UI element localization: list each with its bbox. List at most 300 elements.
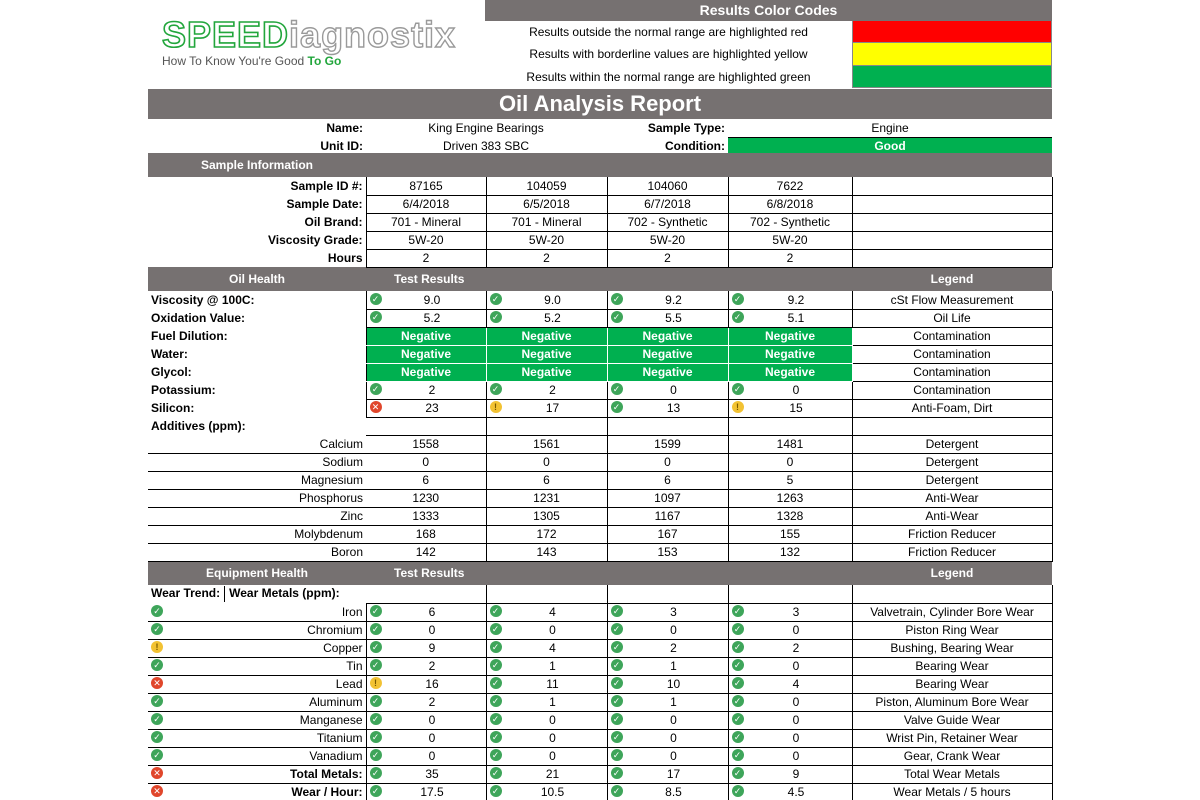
check-circle-icon: ✓ [611, 677, 623, 689]
result-value: 17.5 [420, 785, 444, 799]
result-value: 2 [428, 383, 436, 397]
result-value: 0 [792, 731, 800, 745]
oil-health-row [148, 327, 1052, 345]
report-page [148, 0, 1052, 800]
additive-value: 132 [728, 543, 852, 561]
result-value: 1 [670, 659, 677, 673]
result-cell [486, 783, 607, 800]
additive-label: Molybdenum [148, 525, 366, 543]
check-circle-icon: ✓ [611, 401, 623, 413]
check-circle-icon: ✓ [490, 695, 502, 707]
additive-value: 0 [486, 453, 607, 471]
wear-metal-label-cell [148, 603, 366, 621]
check-circle-icon: ✓ [611, 767, 623, 779]
wear-metal-label: Lead [335, 677, 363, 691]
result-value: 0 [428, 623, 436, 637]
check-circle-icon: ✓ [732, 785, 744, 797]
result-cell [366, 765, 486, 783]
sample-info-value: 5W-20 [728, 231, 852, 249]
check-circle-icon: ✓ [151, 749, 163, 761]
sample-info-value: 104060 [607, 177, 728, 195]
additive-value: 5 [728, 471, 852, 489]
additive-value: 1599 [607, 435, 728, 453]
check-circle-icon: ✓ [490, 659, 502, 671]
wear-metal-label: Manganese [299, 713, 363, 727]
oil-health-label: Potassium: [151, 383, 216, 397]
result-cell [366, 603, 486, 621]
additive-value: 155 [728, 525, 852, 543]
result-cell [486, 747, 607, 765]
legend-text: Oil Life [852, 309, 1052, 327]
check-circle-icon: ✓ [151, 695, 163, 707]
wear-metal-row [148, 783, 1052, 800]
check-circle-icon: ✓ [490, 731, 502, 743]
logo-tagline: How To Know You're Good [162, 54, 305, 68]
result-cell [366, 693, 486, 711]
result-cell [728, 309, 852, 327]
wear-trend-label: Wear Trend: [151, 586, 221, 601]
color-code-row [485, 21, 1052, 43]
result-value: 9.0 [544, 292, 561, 307]
check-circle-icon: ✓ [490, 767, 502, 779]
result-value: 2 [670, 641, 677, 655]
result-cell [728, 765, 852, 783]
result-cell [366, 381, 486, 399]
result-negative: Negative [607, 345, 728, 363]
result-cell [728, 291, 852, 309]
legend-text: Piston, Aluminum Bore Wear [852, 693, 1052, 711]
additive-value: 172 [486, 525, 607, 543]
legend-text: Bearing Wear [852, 675, 1052, 693]
legend-text: Contamination [852, 327, 1052, 345]
result-value: 2 [792, 641, 800, 655]
check-circle-icon: ✓ [370, 641, 382, 653]
check-circle-icon: ✓ [370, 659, 382, 671]
legend-text: Contamination [852, 345, 1052, 363]
sample-info-value: 2 [728, 249, 852, 267]
check-circle-icon: ✓ [611, 749, 623, 761]
check-circle-icon: ✓ [490, 293, 502, 305]
additives-title: Additives (ppm): [151, 419, 246, 433]
additive-value: 6 [486, 471, 607, 489]
result-value: 10 [666, 677, 681, 691]
check-circle-icon: ✓ [490, 383, 502, 395]
result-value: 17 [666, 767, 681, 781]
result-negative: Negative [486, 327, 607, 345]
oil-health-header [148, 267, 1052, 291]
legend-text: Valvetrain, Cylinder Bore Wear [852, 603, 1052, 621]
result-value: 9 [792, 767, 800, 781]
check-circle-icon: ✓ [490, 311, 502, 323]
sample-info-row [148, 177, 1052, 195]
additives-title-row [148, 417, 1052, 435]
wear-metal-label-cell [148, 693, 366, 711]
sample-info-header-title: Sample Information [148, 153, 366, 177]
check-circle-icon: ✓ [370, 713, 382, 725]
legend-text: Anti-Foam, Dirt [852, 399, 1052, 417]
additive-value: 1481 [728, 435, 852, 453]
result-value: 5.1 [787, 311, 805, 325]
result-cell [366, 399, 486, 417]
result-cell [607, 309, 728, 327]
result-cell [728, 783, 852, 800]
color-code-text: Results within the normal range are highlighted green [526, 69, 811, 84]
wear-metal-label: Titanium [316, 731, 363, 745]
result-value: 2 [428, 659, 436, 673]
additive-value: 143 [486, 543, 607, 561]
additive-value: 0 [728, 453, 852, 471]
wear-metal-label-cell [148, 765, 366, 783]
result-value: 15 [789, 401, 803, 415]
check-circle-icon: ✓ [370, 311, 382, 323]
result-value: 0 [670, 731, 677, 745]
legend-text: Total Wear Metals [852, 765, 1052, 783]
wear-metal-row [148, 765, 1052, 783]
result-value: 0 [549, 623, 556, 637]
result-value: 0 [549, 713, 556, 727]
additive-label: Sodium [148, 453, 366, 471]
sample-info-value: 6/5/2018 [486, 195, 607, 213]
result-cell [728, 729, 852, 747]
check-circle-icon: ✓ [732, 767, 744, 779]
result-cell [607, 399, 728, 417]
x-circle-icon: ✕ [151, 767, 163, 779]
result-value: 0 [792, 749, 800, 763]
additive-label: Calcium [148, 435, 366, 453]
check-circle-icon: ✓ [490, 749, 502, 761]
wear-metal-row [148, 675, 1052, 693]
result-value: 0 [549, 731, 556, 745]
check-circle-icon: ✓ [732, 677, 744, 689]
result-cell [728, 381, 852, 399]
check-circle-icon: ✓ [732, 605, 744, 617]
unit-id-label: Unit ID: [320, 139, 363, 153]
sample-info-label: Viscosity Grade: [268, 233, 363, 247]
result-cell [486, 291, 607, 309]
wear-metal-label: Tin [346, 659, 363, 673]
result-cell [366, 729, 486, 747]
additive-label: Zinc [148, 507, 366, 525]
result-value: 9.2 [787, 292, 805, 307]
result-value: 4 [549, 605, 556, 619]
check-circle-icon: ✓ [732, 293, 744, 305]
logo-iagnostix: iagnostix [289, 14, 457, 55]
sample-info-row [148, 249, 1052, 267]
wear-metal-label-cell [148, 621, 366, 639]
wear-metal-label: Wear / Hour: [291, 785, 363, 799]
result-cell [366, 747, 486, 765]
wear-metal-row [148, 639, 1052, 657]
check-circle-icon: ✓ [611, 713, 623, 725]
result-cell [728, 399, 852, 417]
check-circle-icon: ✓ [490, 605, 502, 617]
legend-text: Anti-Wear [852, 489, 1052, 507]
result-cell [486, 765, 607, 783]
oil-health-label: Glycol: [151, 365, 192, 379]
additive-value: 1263 [728, 489, 852, 507]
result-value: 3 [670, 605, 677, 619]
x-circle-icon: ✕ [370, 401, 382, 413]
sample-info-value: 2 [607, 249, 728, 267]
result-cell [486, 309, 607, 327]
result-cell [486, 603, 607, 621]
result-cell [607, 657, 728, 675]
sample-info-header [148, 153, 1052, 177]
result-value: 9 [428, 641, 436, 655]
result-value: 0 [792, 623, 800, 637]
oil-health-row [148, 291, 1052, 309]
sample-info-value: 5W-20 [486, 231, 607, 249]
check-circle-icon: ✓ [732, 641, 744, 653]
result-value: 0 [670, 623, 677, 637]
additive-row [148, 507, 1052, 525]
additive-label: Phosphorus [148, 489, 366, 507]
result-value: 16 [425, 677, 439, 691]
check-circle-icon: ✓ [370, 623, 382, 635]
wear-metal-row [148, 621, 1052, 639]
sample-type-value: Engine [728, 119, 1052, 137]
sample-info-value: 6/7/2018 [607, 195, 728, 213]
equipment-health-header [148, 561, 1052, 585]
additive-row [148, 453, 1052, 471]
additive-value: 1328 [728, 507, 852, 525]
result-value: 6 [428, 605, 436, 619]
result-value: 0 [792, 383, 800, 397]
result-value: 23 [425, 401, 439, 415]
additive-row [148, 543, 1052, 561]
legend-text: Piston Ring Wear [852, 621, 1052, 639]
oil-health-row [148, 399, 1052, 417]
color-code-row [485, 66, 1052, 88]
result-value: 9.2 [665, 292, 682, 307]
additive-value: 1230 [366, 489, 486, 507]
wear-metal-row [148, 603, 1052, 621]
result-cell [607, 783, 728, 800]
sample-info-label: Sample Date: [286, 197, 363, 211]
result-value: 5.2 [423, 311, 441, 325]
logo-tagline-accent: To Go [307, 54, 342, 68]
wear-metal-label-cell [148, 711, 366, 729]
equipment-health-header-results-title: Test Results [366, 561, 486, 585]
result-cell [366, 621, 486, 639]
additive-value: 1305 [486, 507, 607, 525]
check-circle-icon: ✓ [611, 641, 623, 653]
additive-value: 167 [607, 525, 728, 543]
check-circle-icon: ✓ [732, 713, 744, 725]
result-value: 0 [549, 749, 556, 763]
result-cell [607, 747, 728, 765]
result-cell [486, 657, 607, 675]
oil-health-row [148, 309, 1052, 327]
additive-value: 1231 [486, 489, 607, 507]
result-value: 4.5 [787, 785, 805, 799]
wear-metals-label: Wear Metals (ppm): [229, 586, 340, 601]
result-value: 1 [670, 695, 677, 709]
result-value: 2 [428, 695, 436, 709]
oil-health-row [148, 345, 1052, 363]
result-cell [366, 675, 486, 693]
color-swatch [852, 43, 1052, 65]
result-cell [366, 783, 486, 800]
wear-metal-label: Chromium [307, 623, 363, 637]
divider [224, 586, 225, 602]
result-cell [486, 711, 607, 729]
check-circle-icon: ✓ [490, 623, 502, 635]
result-cell [607, 621, 728, 639]
result-value: 0 [792, 659, 800, 673]
result-value: 5.5 [665, 311, 682, 325]
color-code-text: Results outside the normal range are highlighted red [529, 25, 808, 39]
result-value: 35 [425, 767, 439, 781]
wear-metals-header-row [148, 585, 1052, 603]
legend-text: Contamination [852, 381, 1052, 399]
result-value: 8.5 [665, 785, 682, 799]
sample-info-value: 701 - Mineral [486, 213, 607, 231]
sample-info-value: 87165 [366, 177, 486, 195]
result-cell [486, 729, 607, 747]
equipment-health-header-title: Equipment Health [148, 561, 366, 585]
sample-info-value: 104059 [486, 177, 607, 195]
check-circle-icon: ✓ [490, 677, 502, 689]
unit-id-value: Driven 383 SBC [442, 139, 530, 153]
result-cell [607, 603, 728, 621]
legend-text: Friction Reducer [852, 525, 1052, 543]
warning-circle-icon: ! [490, 401, 502, 413]
additive-value: 153 [607, 543, 728, 561]
color-swatch [852, 66, 1052, 88]
speediagnostix-logo [162, 16, 482, 72]
condition-label: Condition: [665, 139, 725, 153]
result-value: 9.0 [423, 292, 441, 307]
check-circle-icon: ✓ [490, 785, 502, 797]
check-circle-icon: ✓ [370, 695, 382, 707]
additive-row [148, 489, 1052, 507]
check-circle-icon: ✓ [370, 605, 382, 617]
legend-text: Detergent [852, 453, 1052, 471]
legend-text: Anti-Wear [852, 507, 1052, 525]
wear-metal-label: Copper [323, 641, 363, 655]
result-value: 0 [670, 383, 677, 397]
check-circle-icon: ✓ [611, 311, 623, 323]
warning-circle-icon: ! [151, 641, 163, 653]
sample-info-value: 2 [366, 249, 486, 267]
wear-metal-row [148, 693, 1052, 711]
legend-text: Contamination [852, 363, 1052, 381]
check-circle-icon: ✓ [490, 641, 502, 653]
result-cell [607, 711, 728, 729]
result-cell [728, 603, 852, 621]
sample-info-value: 7622 [728, 177, 852, 195]
wear-metal-row [148, 747, 1052, 765]
check-circle-icon: ✓ [151, 623, 163, 635]
result-cell [728, 657, 852, 675]
sample-info-value: 5W-20 [607, 231, 728, 249]
oil-health-header-legend-title: Legend [852, 267, 1052, 291]
wear-metal-label-cell [148, 729, 366, 747]
report-info [148, 119, 1052, 155]
additive-value: 142 [366, 543, 486, 561]
wear-metal-label: Vanadium [309, 749, 363, 763]
legend-text: Wrist Pin, Retainer Wear [852, 729, 1052, 747]
wear-metal-row [148, 729, 1052, 747]
check-circle-icon: ✓ [732, 659, 744, 671]
wear-metal-label-cell [148, 639, 366, 657]
warning-circle-icon: ! [370, 677, 382, 689]
sample-info-row [148, 195, 1052, 213]
result-value: 17 [545, 401, 560, 415]
result-cell [486, 381, 607, 399]
result-cell [486, 639, 607, 657]
additive-value: 1167 [607, 507, 728, 525]
oil-health-label: Silicon: [151, 401, 195, 415]
result-negative: Negative [607, 363, 728, 381]
additive-row [148, 471, 1052, 489]
result-cell [607, 765, 728, 783]
result-cell [728, 639, 852, 657]
color-code-row [485, 43, 1052, 65]
sample-info-value: 701 - Mineral [366, 213, 486, 231]
result-negative: Negative [728, 345, 852, 363]
sample-info-label: Hours [327, 251, 363, 265]
result-cell [486, 399, 607, 417]
check-circle-icon: ✓ [611, 623, 623, 635]
result-cell [366, 711, 486, 729]
result-value: 0 [792, 713, 800, 727]
result-value: 4 [549, 641, 556, 655]
result-value: 0 [428, 731, 436, 745]
additive-value: 1333 [366, 507, 486, 525]
result-cell [728, 675, 852, 693]
result-cell [486, 675, 607, 693]
sample-type-label: Sample Type: [647, 121, 725, 135]
analysis-table [148, 153, 1053, 800]
check-circle-icon: ✓ [370, 749, 382, 761]
check-circle-icon: ✓ [732, 731, 744, 743]
additive-value: 0 [607, 453, 728, 471]
result-cell [728, 621, 852, 639]
additive-row [148, 525, 1052, 543]
logo-speed: SPEED [162, 14, 290, 55]
result-value: 4 [792, 677, 800, 691]
result-negative: Negative [486, 363, 607, 381]
oil-health-label: Viscosity @ 100C: [151, 293, 255, 307]
check-circle-icon: ✓ [370, 785, 382, 797]
result-cell [728, 747, 852, 765]
x-circle-icon: ✕ [151, 785, 163, 797]
color-swatch [852, 21, 1052, 43]
oil-health-row [148, 381, 1052, 399]
sample-info-value: 5W-20 [366, 231, 486, 249]
result-value: 1 [549, 695, 556, 709]
check-circle-icon: ✓ [611, 785, 623, 797]
name-label: Name: [326, 121, 363, 135]
additive-value: 6 [366, 471, 486, 489]
result-cell [607, 693, 728, 711]
result-cell [486, 621, 607, 639]
check-circle-icon: ✓ [611, 659, 623, 671]
additive-value: 168 [366, 525, 486, 543]
result-negative: Negative [607, 327, 728, 345]
check-circle-icon: ✓ [732, 383, 744, 395]
result-cell [607, 381, 728, 399]
result-cell [607, 729, 728, 747]
result-negative: Negative [366, 363, 486, 381]
check-circle-icon: ✓ [611, 605, 623, 617]
check-circle-icon: ✓ [370, 767, 382, 779]
result-value: 2 [549, 383, 556, 397]
check-circle-icon: ✓ [490, 713, 502, 725]
wear-metal-label-cell [148, 675, 366, 693]
